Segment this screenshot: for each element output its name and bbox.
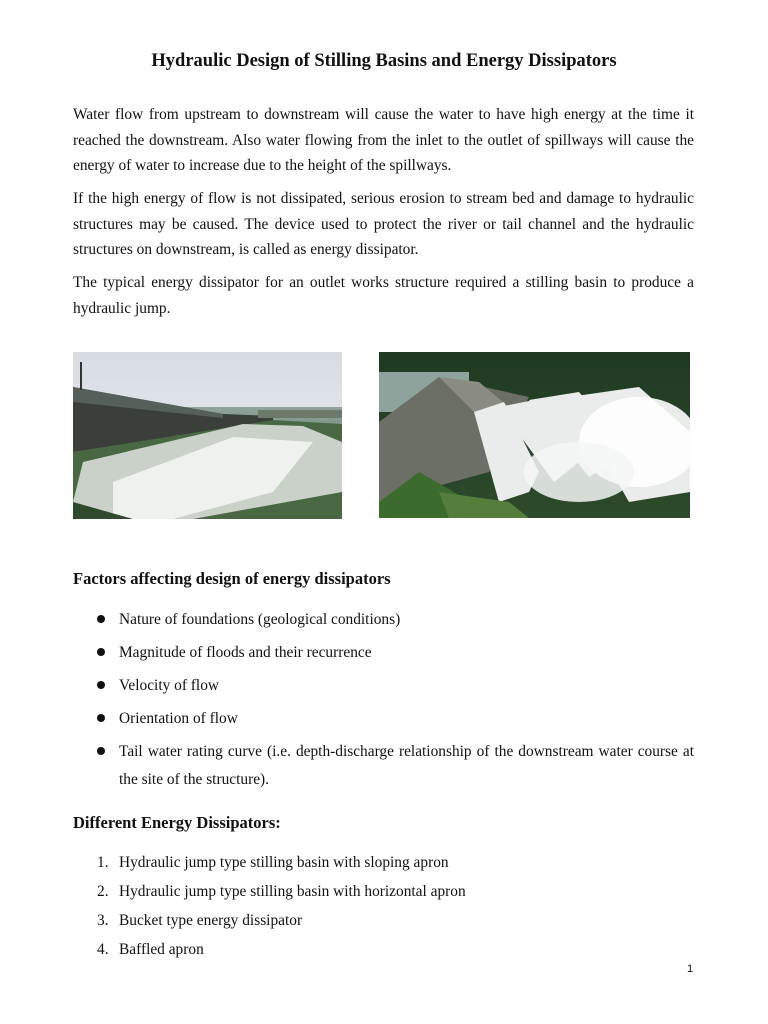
bullet-icon [97, 615, 105, 623]
list-item: Tail water rating curve (i.e. depth-discharge relationship of the downstream water course at the site of the structure). [73, 738, 694, 794]
list-item: Velocity of flow [73, 672, 694, 700]
list-item: 2. Hydraulic jump type stilling basin with horizontal apron [97, 883, 466, 900]
factors-list [73, 606, 694, 799]
paragraph-2: If the high energy of flow is not dissipated, serious erosion to stream bed and damage to hydraulic structures may be caused. The device used to protect the river or tail channel and the hydraulic structures on downstream, is called as energy dissipator. [73, 190, 694, 258]
page-number: 1 [687, 963, 694, 975]
bullet-icon [97, 681, 105, 689]
list-item: Magnitude of floods and their recurrence [73, 639, 694, 667]
list-item: 3. Bucket type energy dissipator [97, 912, 303, 929]
bullet-icon [97, 648, 105, 656]
dissipators-heading: Different Energy Dissipators: [73, 813, 281, 832]
bullet-icon [97, 747, 105, 755]
paragraph-1: Water flow from upstream to downstream will cause the water to have high energy at the time it reached the downstream. Also water flowing from the inlet to the outlet of spillways will cause the energy of water to increase due to the height of the spillways. [73, 106, 694, 174]
list-item: Orientation of flow [73, 705, 694, 733]
stilling-basin-photo [73, 352, 342, 519]
factors-heading: Factors affecting design of energy dissipators [73, 569, 391, 588]
paragraph-3: The typical energy dissipator for an outlet works structure required a stilling basin to produce a hydraulic jump. [73, 274, 694, 317]
bullet-icon [97, 714, 105, 722]
list-item: Nature of foundations (geological conditions) [73, 606, 694, 634]
list-item: 1. Hydraulic jump type stilling basin with sloping apron [97, 854, 449, 871]
list-item: 4. Baffled apron [97, 941, 204, 958]
dissipators-list [73, 848, 694, 964]
spillway-photo [379, 352, 690, 518]
document-title: Hydraulic Design of Stilling Basins and Energy Dissipators [151, 51, 617, 71]
